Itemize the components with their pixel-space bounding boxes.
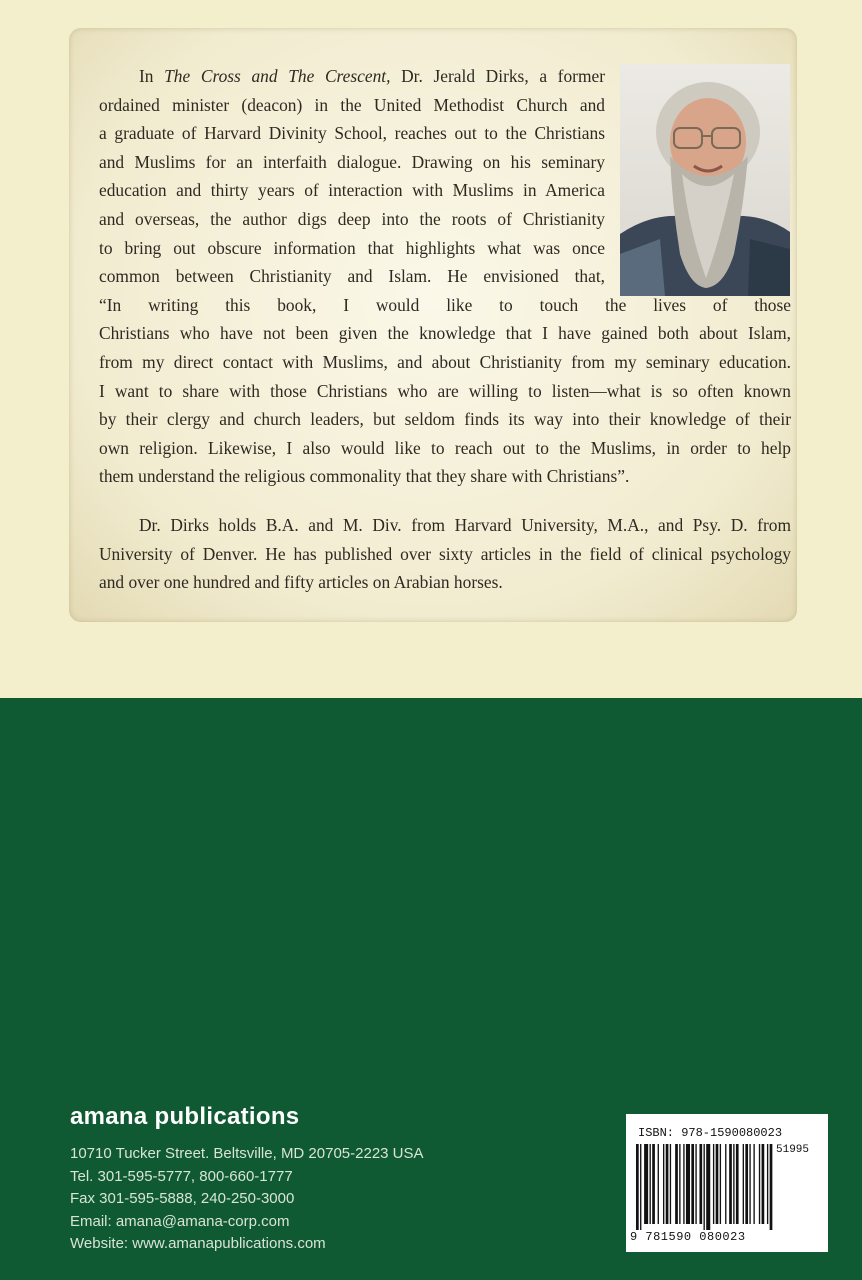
paragraph-1-line: own religion. Likewise, I also would like to reach out to the Muslims, in order to help xyxy=(99,437,791,458)
book-title: The Cross and The Crescent, xyxy=(164,66,391,86)
paragraph-1-line: and overseas, the author digs deep into the roots of Christianity xyxy=(99,208,605,229)
paragraph-1-line: common between Christianity and Islam. He envisioned that, xyxy=(99,266,605,287)
paragraph-1-line: them understand the religious commonality that they share with Christians”. xyxy=(99,466,630,487)
publisher-contact xyxy=(70,1143,424,1256)
description-paragraph-1 xyxy=(99,62,791,491)
text-run: Dr. Jerald Dirks, a former xyxy=(390,66,605,86)
barcode-digits: 9 781590 080023 xyxy=(630,1230,746,1244)
paragraph-1-line: ordained minister (deacon) in the United Methodist Church and xyxy=(99,94,605,115)
paragraph-2-line: Dr. Dirks holds B.A. and M. Div. from Harvard University, M.A., and Psy. D. from xyxy=(139,514,791,535)
paragraph-2-line: and over one hundred and fifty articles on Arabian horses. xyxy=(99,572,503,593)
paragraph-1-line: education and thirty years of interaction with Muslims in America xyxy=(99,180,605,201)
description-paragraph-2 xyxy=(99,511,791,597)
publisher-email: Email: amana@amana-corp.com xyxy=(70,1212,290,1230)
price-code: 51995 xyxy=(776,1144,810,1156)
publisher-address: 10710 Tucker Street. Beltsville, MD 20705-2223 USA xyxy=(70,1145,424,1162)
publisher-tel: Tel. 301-595-5777, 800-660-1777 xyxy=(70,1167,293,1185)
barcode-box xyxy=(626,1114,828,1252)
paragraph-1-line xyxy=(99,62,605,91)
paragraph-1-line: to bring out obscure information that highlights what was once xyxy=(99,237,605,258)
paragraph-1-line: I want to share with those Christians who are willing to listen—what is so often known xyxy=(99,380,791,401)
publisher-website: Website: www.amanapublications.com xyxy=(70,1235,326,1253)
paragraph-1-line: from my direct contact with Muslims, and about Christianity from my seminary education. xyxy=(99,351,791,372)
text-run: In xyxy=(139,66,165,86)
description-text xyxy=(99,62,791,597)
barcode-icon xyxy=(636,1144,818,1230)
paragraph-1-line: by their clergy and church leaders, but seldom finds its way into their knowledge of their xyxy=(99,409,791,430)
publisher-name: amana publications xyxy=(70,1103,300,1130)
paragraph-1-line: and Muslims for an interfaith dialogue. Drawing on his seminary xyxy=(99,151,605,172)
isbn-label: ISBN: 978-1590080023 xyxy=(638,1126,783,1140)
paragraph-2-line: University of Denver. He has published over sixty articles in the field of clinical psychology xyxy=(99,543,791,564)
paragraph-1-line: a graduate of Harvard Divinity School, reaches out to the Christians xyxy=(99,123,605,144)
paragraph-1-line: “In writing this book, I would like to touch the lives of those xyxy=(99,294,791,315)
publisher-fax: Fax 301-595-5888, 240-250-3000 xyxy=(70,1190,295,1208)
paragraph-1-line: Christians who have not been given the knowledge that I have gained both about Islam, xyxy=(99,323,791,344)
